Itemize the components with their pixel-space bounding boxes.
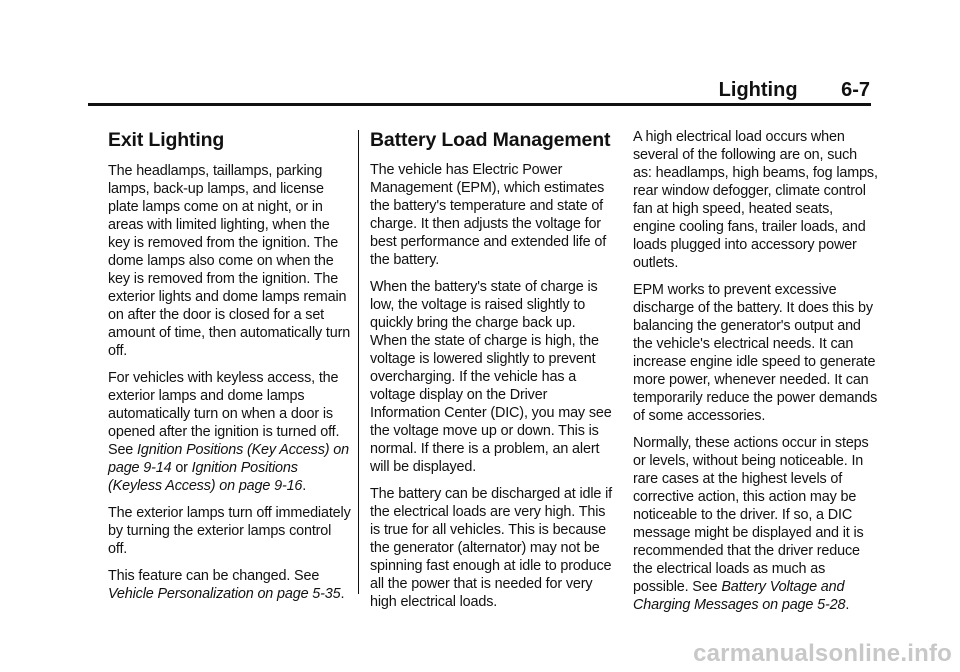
battery-voltage-messages-reference[interactable]: Battery Voltage and Charging Messages on page 5-28 xyxy=(633,579,846,613)
exit-lighting-paragraph-1: The headlamps, taillamps, parking lamps, back-up lamps, and license plate lamps come on at night, or in areas with limited lighting, when the key is removed from the ignition. The dome lamps also come on when the key is removed from the ignition. The exterior lights and dome lamps remain on after the door is closed for a set amount of time, then automatically turn off. xyxy=(108,163,351,359)
text: For vehicles with keyless access, the exterior lamps and dome lamps automatically turn on when a door is opened after the ignition is turned off. See xyxy=(108,370,340,458)
battery-load-paragraph-1: The vehicle has Electric Power Management (EPM), which estimates the battery's temperature and state of charge. It then adjusts the voltage for best performance and extended life of the battery. xyxy=(370,162,607,268)
text: or xyxy=(171,460,192,476)
watermark: carmanualsonline.info xyxy=(693,640,952,667)
page-header xyxy=(0,78,870,102)
text: . xyxy=(845,597,850,613)
section-title: Lighting xyxy=(718,79,798,101)
column-divider xyxy=(358,130,359,594)
vehicle-personalization-reference[interactable]: Vehicle Personalization on page 5-35 xyxy=(108,586,341,602)
battery-load-paragraph-2: When the battery's state of charge is low, the voltage is raised slightly to quickly bring the charge back up. When the state of charge is high, the voltage is lowered slightly to prevent overcharging. If the vehicle has a voltage display on the Driver Information Center (DIC), you may see the voltage move up or down. This is normal. If there is a problem, an alert will be displayed. xyxy=(370,279,612,475)
text: Normally, these actions occur in steps or levels, without being noticeable. In rare cases at the highest levels of corrective action, this action may be noticeable to the driver. If so, a DIC message might be displayed and it is recommended that the driver reduce the electrical loads as much as possible. See xyxy=(633,435,869,595)
electrical-load-paragraph-1: A high electrical load occurs when several of the following are on, such as: headlamps, high beams, fog lamps, rear window defogger, climate control fan at high speed, heated seats, engine cooling fans, trailer loads, and loads plugged into accessory power outlets. xyxy=(633,129,878,271)
exit-lighting-paragraph-2 xyxy=(108,369,353,495)
exit-lighting-paragraph-3: The exterior lamps turn off immediately by turning the exterior lamps control off. xyxy=(108,505,351,557)
column-electrical-load xyxy=(633,128,878,623)
ignition-keyless-access-reference[interactable]: Ignition Positions (Keyless Access) on page 9-16 xyxy=(108,460,303,494)
column-exit-lighting xyxy=(108,128,353,612)
electrical-load-paragraph-2: EPM works to prevent excessive discharge of the battery. It does this by balancing the generator's output and the vehicle's electrical needs. It can increase engine idle speed to generate more power, whenever needed. It can temporarily reduce the power demands of some accessories. xyxy=(633,282,878,424)
text: This feature can be changed. See xyxy=(108,568,320,584)
battery-load-paragraph-3: The battery can be discharged at idle if the electrical loads are very high. This is true for all vehicles. This is because the generator (alternator) may not be spinning fast enough at idle to produce all the power that is needed for very high electrical loads. xyxy=(370,486,612,610)
exit-lighting-heading: Exit Lighting xyxy=(108,129,225,151)
header-rule xyxy=(88,103,871,106)
column-battery-load xyxy=(370,128,615,620)
ignition-key-access-reference[interactable]: Ignition Positions (Key Access) on page 9-14 xyxy=(108,442,349,476)
page-number: 6-7 xyxy=(841,79,870,101)
exit-lighting-paragraph-4 xyxy=(108,567,353,603)
electrical-load-paragraph-3 xyxy=(633,434,878,614)
text: . xyxy=(340,586,345,602)
text: . xyxy=(302,478,307,494)
battery-load-heading: Battery Load Management xyxy=(370,129,611,151)
